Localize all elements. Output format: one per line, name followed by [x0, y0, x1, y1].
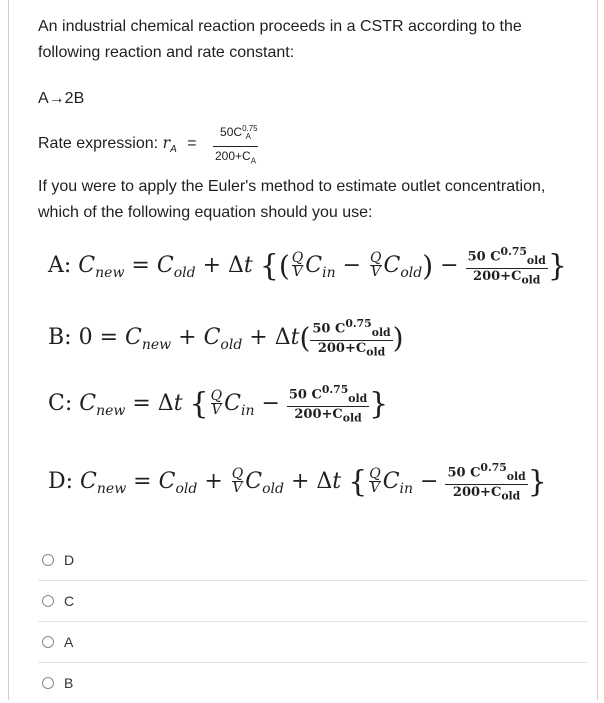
- equation-a: A: $C_{new} = C_{old} + \Delta t$ {( $\frac{Q}{V}$ $C_{in}$ − $\frac{Q}{V}$ $C_{old}$) − $\frac{50 C^{0.75}_{old}}{200+C_{old}}$ }: [48, 245, 567, 287]
- radio-button[interactable]: [42, 595, 54, 607]
- option-c[interactable]: [38, 580, 588, 621]
- rate-symbol: r: [162, 133, 171, 152]
- option-label: C: [64, 593, 75, 609]
- radio-button[interactable]: [42, 677, 54, 689]
- equation-d: D: $C_{new} = C_{old}$ + $\frac{Q}{V}$ $C_{old} + \Delta t$ { $\frac{Q}{V}$ $C_{in}$ − $\frac{50 C^{0.75}_{old}}{200+C_{old}}$ }: [48, 461, 547, 503]
- question-prompt: If you were to apply the Euler's method to estimate outlet concentration, which of the following equation should you use:: [38, 178, 546, 221]
- rate-label: Rate expression:: [38, 135, 159, 152]
- question-intro: An industrial chemical reaction proceeds in a CSTR according to the following reaction and rate constant:: [38, 18, 522, 61]
- rate-num-sup: 0.75: [242, 124, 258, 133]
- rate-equals: =: [187, 135, 197, 152]
- reaction-text: A→2B: [38, 90, 85, 107]
- equation-b: B: $0 = C_{new} + C_{old} + \Delta t$( $\frac{50 C^{0.75}_{old}}{200+C_{old}}$ ): [48, 317, 404, 359]
- answer-options: [38, 540, 588, 703]
- option-b[interactable]: [38, 662, 588, 703]
- rate-den: 200+C: [215, 149, 251, 164]
- radio-button[interactable]: [42, 554, 54, 566]
- rate-num-sub: A: [245, 132, 251, 142]
- rate-den-sub: A: [250, 156, 257, 166]
- option-label: A: [64, 634, 74, 650]
- rate-num: 50C: [220, 125, 243, 139]
- option-a[interactable]: [38, 621, 588, 662]
- option-label: D: [64, 552, 75, 568]
- option-label: B: [64, 675, 74, 691]
- radio-button[interactable]: [42, 636, 54, 648]
- rate-symbol-sub: A: [170, 144, 177, 156]
- rate-fraction: [213, 120, 258, 171]
- equation-c: C: $C_{new} = \Delta t$ { $\frac{Q}{V}$ $C_{in}$ − $\frac{50 C^{0.75}_{old}}{200+C_{old}}$ }: [48, 383, 389, 425]
- option-d[interactable]: [38, 540, 588, 580]
